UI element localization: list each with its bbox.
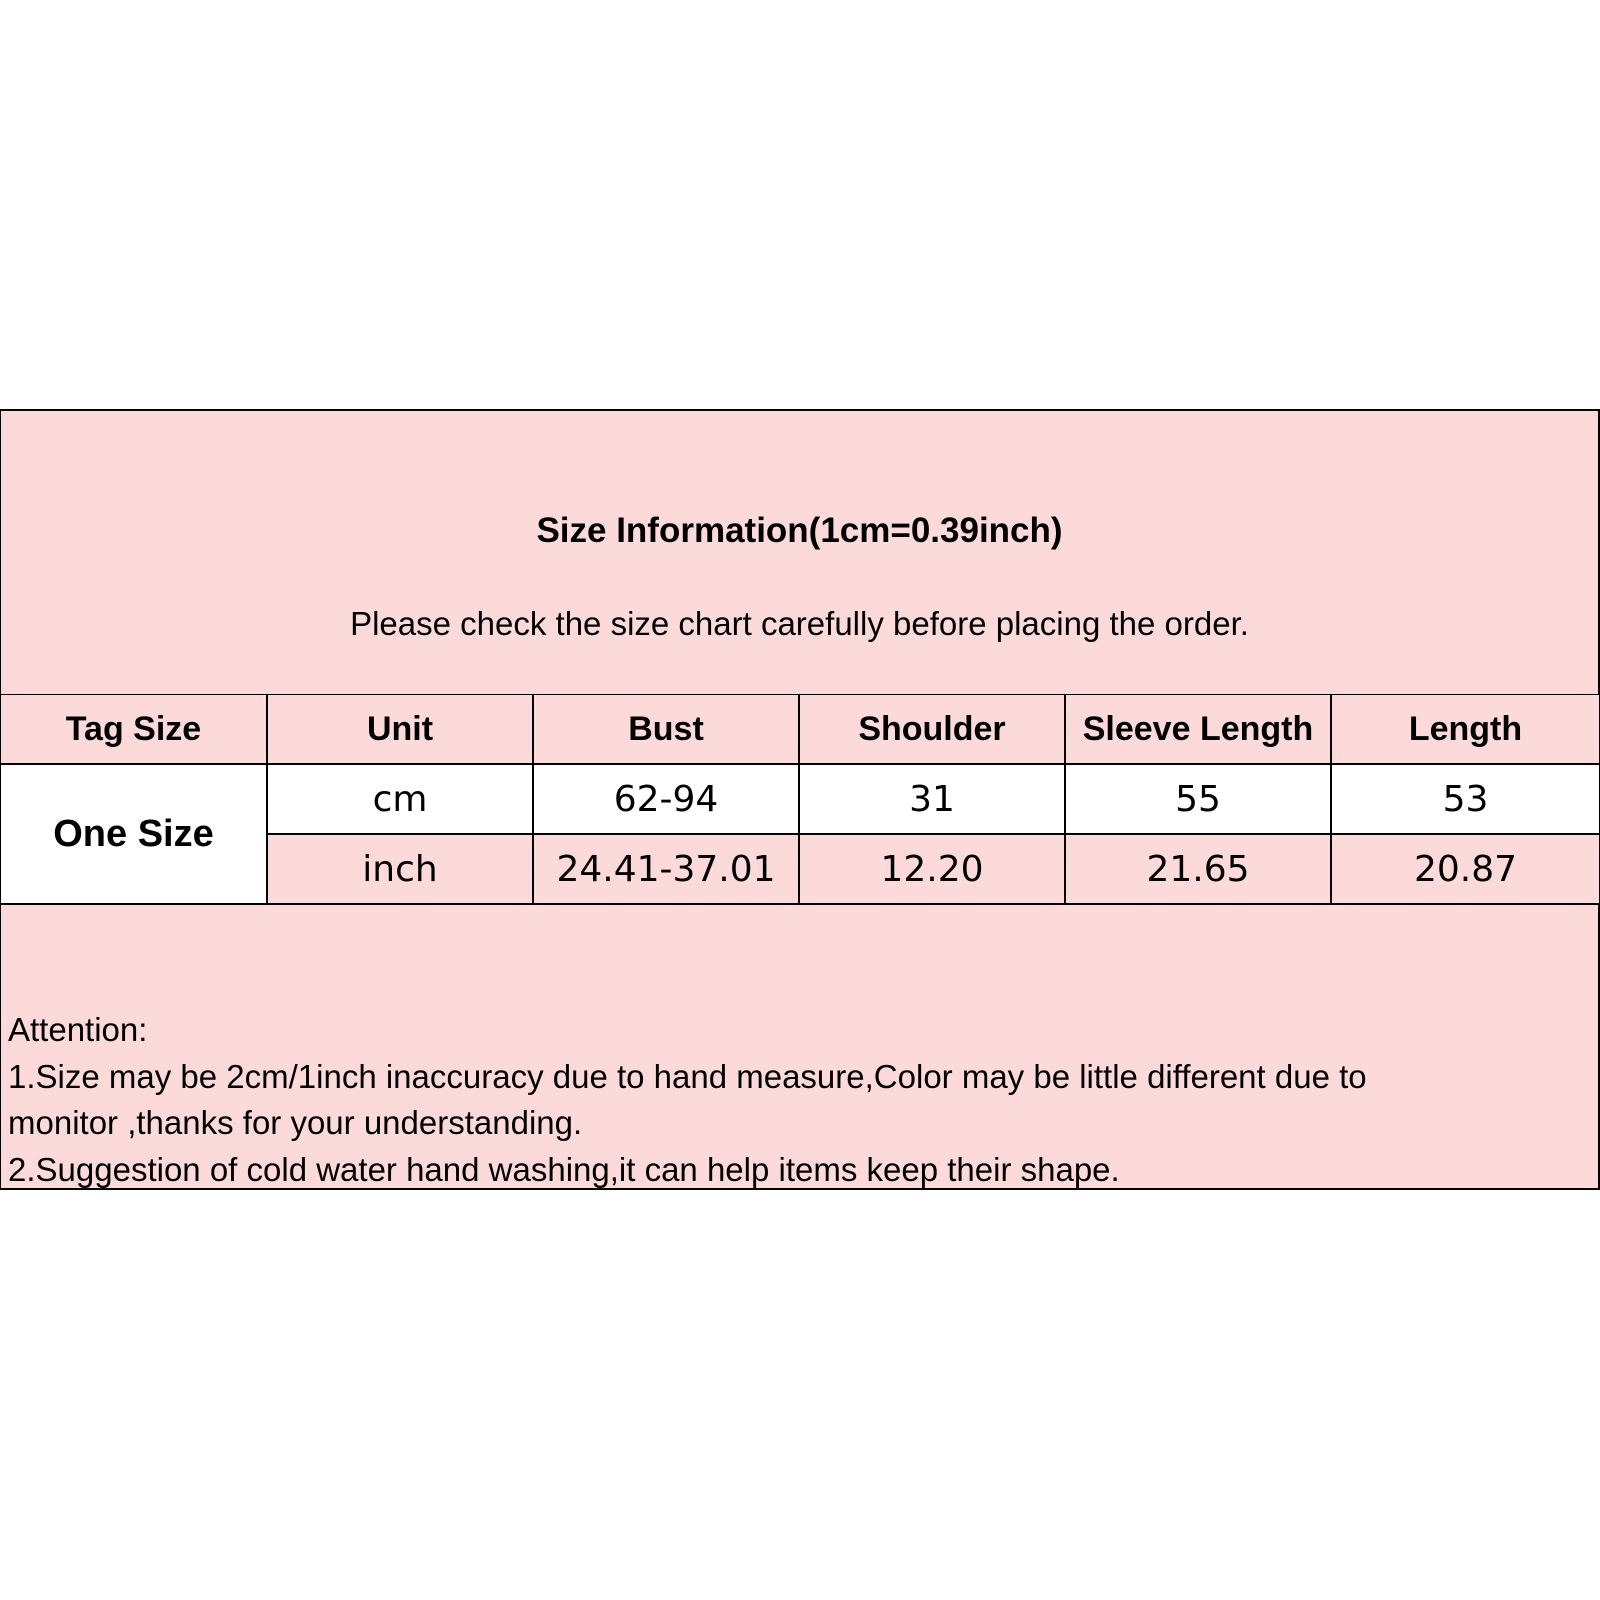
attention-heading: Attention:: [8, 1011, 148, 1048]
column-header-sleeve-length: Sleeve Length: [1065, 695, 1331, 765]
table-header-row: [1, 695, 1599, 765]
note-line: 2.Suggestion of cold water hand washing,it can help items keep their shape.: [8, 1150, 1120, 1188]
note-line: 1.Size may be 2cm/1inch inaccuracy due to hand measure,Color may be little different due to: [8, 1057, 1367, 1095]
length-cell: 20.87: [1331, 834, 1599, 904]
unit-cell: inch: [267, 834, 533, 904]
column-header-bust: Bust: [533, 695, 799, 765]
tag-size-cell: One Size: [1, 764, 267, 904]
column-header-shoulder: Shoulder: [799, 695, 1065, 765]
bust-cell: 24.41-37.01: [533, 834, 799, 904]
column-header-tag-size: Tag Size: [1, 695, 267, 765]
shoulder-cell: 12.20: [799, 834, 1065, 904]
table-row: [1, 764, 1599, 834]
sleeve-length-cell: 21.65: [1065, 834, 1331, 904]
length-cell: 53: [1331, 764, 1599, 834]
size-chart-header: [1, 411, 1598, 694]
column-header-unit: Unit: [267, 695, 533, 765]
bust-cell: 62-94: [533, 764, 799, 834]
column-header-length: Length: [1331, 695, 1599, 765]
sleeve-length-cell: 55: [1065, 764, 1331, 834]
shoulder-cell: 31: [799, 764, 1065, 834]
size-chart-sheet: [0, 409, 1600, 1190]
note-line: monitor ,thanks for your understanding.: [8, 1104, 583, 1141]
size-chart-subtitle: Please check the size chart carefully before placing the order.: [350, 605, 1249, 642]
unit-cell: cm: [267, 764, 533, 834]
size-table: [1, 694, 1599, 905]
size-chart-title: Size Information(1cm=0.39inch): [536, 511, 1063, 550]
attention-notes: [8, 1007, 1588, 1193]
